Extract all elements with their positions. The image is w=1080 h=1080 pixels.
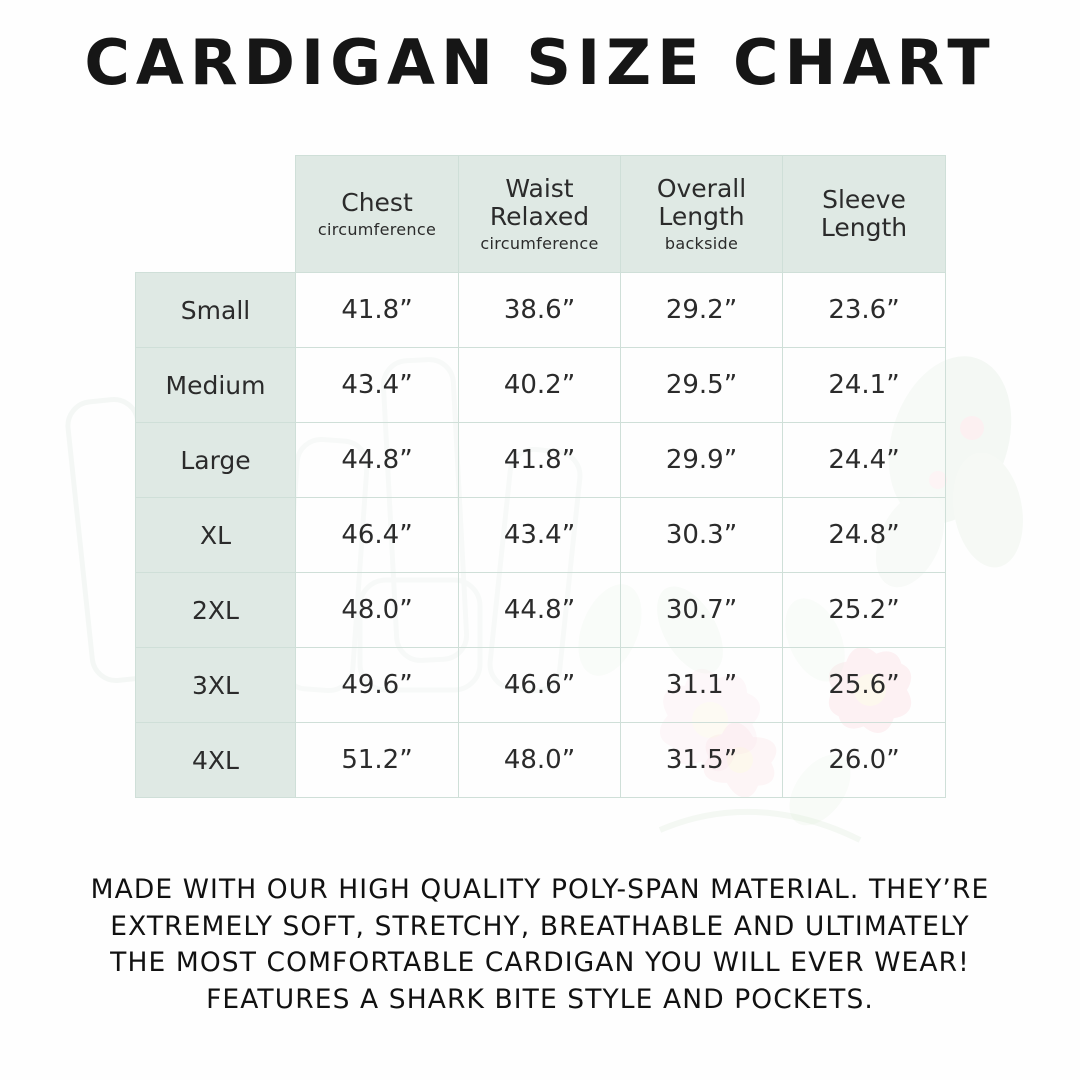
table-header-row — [136, 156, 946, 273]
column-header-sleeve-length — [783, 156, 946, 273]
row-size-label: Medium — [136, 348, 296, 423]
size-chart-table-wrapper — [135, 155, 945, 798]
column-header-waist-label-line2: Relaxed — [489, 202, 590, 232]
note-line-3: THE MOST COMFORTABLE CARDIGAN YOU WILL EVER WEAR! — [110, 947, 970, 979]
cell-waist: 48.0” — [459, 723, 621, 798]
cell-waist: 46.6” — [459, 648, 621, 723]
column-header-overall-sublabel: backside — [664, 234, 739, 254]
row-size-label: 4XL — [136, 723, 296, 798]
cell-chest: 48.0” — [296, 573, 459, 648]
cell-waist: 41.8” — [459, 423, 621, 498]
table-row — [136, 573, 946, 648]
table-row — [136, 273, 946, 348]
column-header-overall-label-line1: Overall — [656, 174, 747, 204]
column-header-chest-sublabel: circumference — [317, 220, 437, 240]
cell-overall-length: 31.1” — [621, 648, 783, 723]
cell-chest: 43.4” — [296, 348, 459, 423]
cell-waist: 44.8” — [459, 573, 621, 648]
row-size-label: Small — [136, 273, 296, 348]
product-description-note — [0, 872, 1080, 1018]
cell-overall-length: 29.2” — [621, 273, 783, 348]
cell-sleeve-length: 24.1” — [783, 348, 946, 423]
cell-overall-length: 29.9” — [621, 423, 783, 498]
table-body — [136, 273, 946, 798]
row-size-label: 3XL — [136, 648, 296, 723]
note-line-4: FEATURES A SHARK BITE STYLE AND POCKETS. — [206, 983, 874, 1015]
column-header-waist — [459, 156, 621, 273]
page-title: CARDIGAN SIZE CHART — [84, 26, 996, 99]
cell-overall-length: 30.3” — [621, 498, 783, 573]
cell-sleeve-length: 24.4” — [783, 423, 946, 498]
row-size-label: 2XL — [136, 573, 296, 648]
cell-chest: 41.8” — [296, 273, 459, 348]
cell-waist: 43.4” — [459, 498, 621, 573]
row-size-label: Large — [136, 423, 296, 498]
cell-chest: 49.6” — [296, 648, 459, 723]
note-line-2: EXTREMELY SOFT, STRETCHY, BREATHABLE AND ULTIMATELY — [110, 910, 970, 942]
cell-sleeve-length: 26.0” — [783, 723, 946, 798]
table-row — [136, 348, 946, 423]
size-chart-table — [135, 155, 946, 798]
cell-chest: 51.2” — [296, 723, 459, 798]
cell-sleeve-length: 25.2” — [783, 573, 946, 648]
cell-waist: 38.6” — [459, 273, 621, 348]
note-line-1: MADE WITH OUR HIGH QUALITY POLY-SPAN MATERIAL. THEY’RE — [90, 874, 990, 905]
cell-sleeve-length: 23.6” — [783, 273, 946, 348]
table-row — [136, 723, 946, 798]
column-header-sleeve-label-line1: Sleeve — [822, 185, 906, 214]
table-row — [136, 648, 946, 723]
column-header-overall-label-line2: Length — [658, 202, 745, 232]
column-header-overall-length — [621, 156, 783, 273]
column-header-chest — [296, 156, 459, 273]
table-row — [136, 498, 946, 573]
table-header — [136, 156, 946, 273]
row-size-label: XL — [136, 498, 296, 573]
cell-chest: 46.4” — [296, 498, 459, 573]
column-header-sleeve-label-line2: Length — [820, 213, 908, 242]
cell-sleeve-length: 25.6” — [783, 648, 946, 723]
table-row — [136, 423, 946, 498]
column-header-waist-sublabel: circumference — [480, 234, 599, 254]
column-header-chest-label: Chest — [341, 188, 413, 218]
cell-sleeve-length: 24.8” — [783, 498, 946, 573]
cell-overall-length: 29.5” — [621, 348, 783, 423]
cell-overall-length: 30.7” — [621, 573, 783, 648]
cell-overall-length: 31.5” — [621, 723, 783, 798]
table-corner-cell — [136, 156, 296, 273]
cell-waist: 40.2” — [459, 348, 621, 423]
column-header-waist-label-line1: Waist — [505, 174, 574, 204]
cell-chest: 44.8” — [296, 423, 459, 498]
